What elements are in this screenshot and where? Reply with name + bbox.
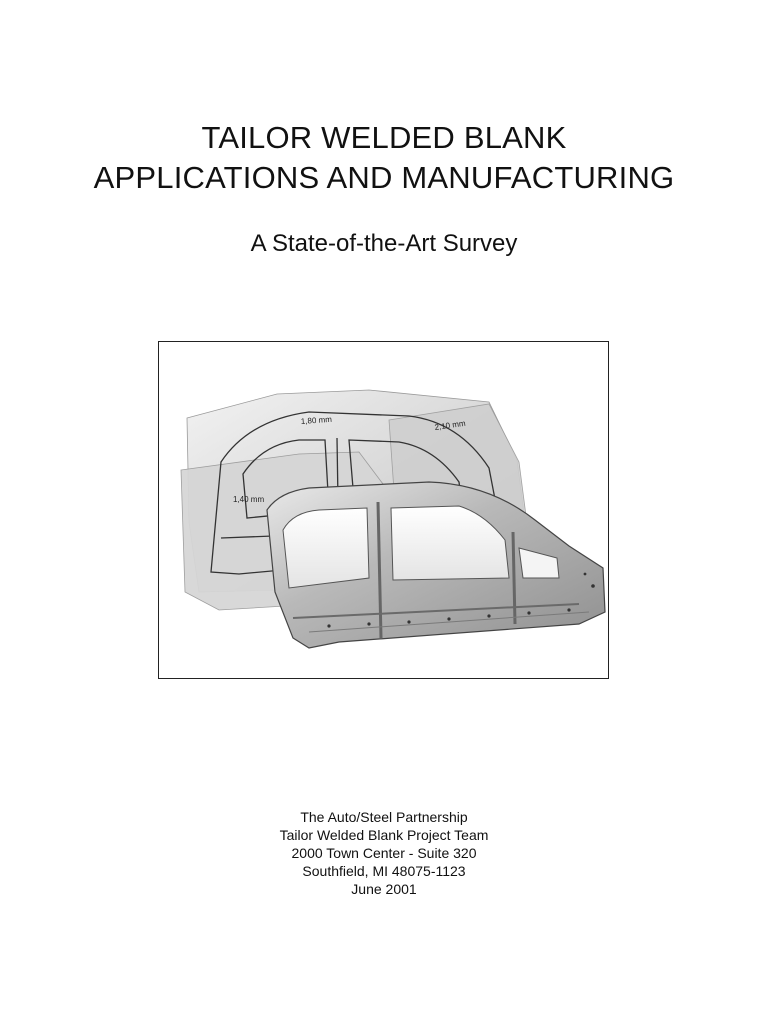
city-state-zip: Southfield, MI 48075-1123 bbox=[302, 863, 466, 879]
document-title bbox=[0, 118, 768, 198]
street-address: 2000 Town Center - Suite 320 bbox=[291, 845, 477, 861]
document-subtitle: A State-of-the-Art Survey bbox=[250, 230, 518, 257]
project-team: Tailor Welded Blank Project Team bbox=[279, 827, 489, 843]
title-line-2: APPLICATIONS AND MANUFACTURING bbox=[93, 160, 675, 195]
cover-figure bbox=[158, 341, 609, 679]
title-line-1: TAILOR WELDED BLANK bbox=[201, 120, 567, 155]
publisher-block bbox=[0, 808, 768, 898]
thickness-label-1: 1,80 mm bbox=[300, 414, 333, 426]
thickness-label-3: 1,40 mm bbox=[233, 495, 265, 504]
publisher-name: The Auto/Steel Partnership bbox=[300, 809, 468, 825]
publication-date: June 2001 bbox=[351, 881, 417, 897]
thickness-label-2: 2,10 mm bbox=[434, 418, 467, 432]
stamped-body-side-panel bbox=[267, 482, 605, 648]
car-body-side-illustration bbox=[159, 342, 608, 678]
